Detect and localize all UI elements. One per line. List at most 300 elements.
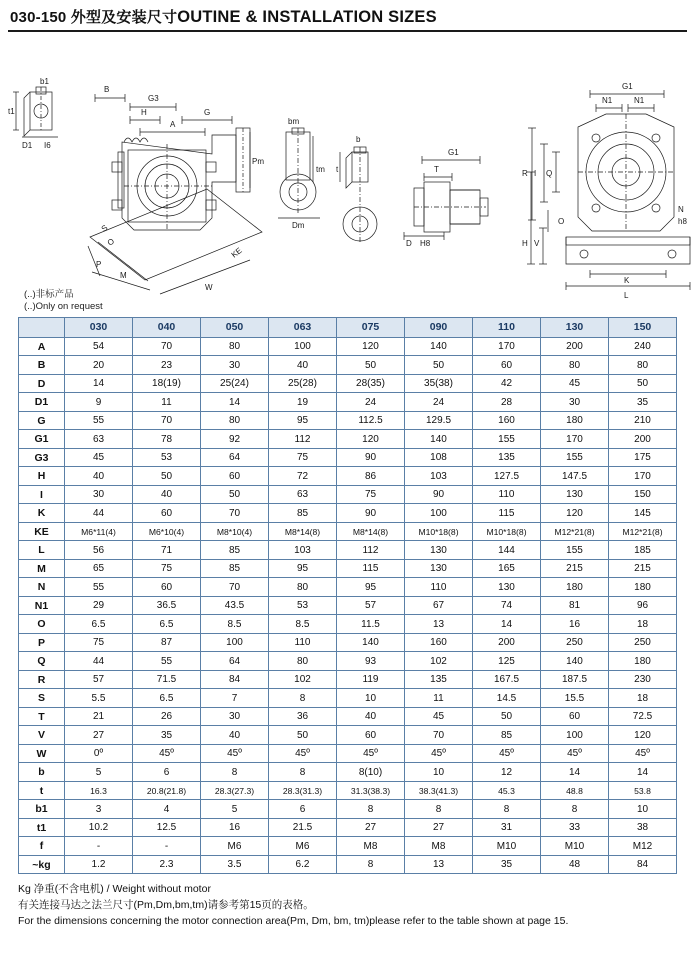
table-cell: 210 [609, 411, 677, 430]
table-cell: 11.5 [337, 615, 405, 634]
spec-table-wrap [0, 313, 695, 875]
table-cell: M8*14(8) [337, 522, 405, 541]
table-cell: 80 [269, 578, 337, 597]
table-cell: 30 [201, 356, 269, 375]
table-cell: 64 [201, 448, 269, 467]
table-cell: 60 [133, 578, 201, 597]
table-cell: 29 [65, 596, 133, 615]
table-cell: 35 [473, 855, 541, 874]
table-cell: 175 [609, 448, 677, 467]
table-cell: 100 [405, 504, 473, 523]
table-cell: 55 [65, 578, 133, 597]
table-cell: 200 [541, 337, 609, 356]
table-cell: 48.8 [541, 781, 609, 800]
table-cell: 40 [269, 356, 337, 375]
table-cell: 50 [609, 374, 677, 393]
svg-text:H: H [141, 108, 147, 117]
table-cell: 44 [65, 504, 133, 523]
table-cell: 115 [337, 559, 405, 578]
table-cell: 167.5 [473, 670, 541, 689]
table-cell: 11 [405, 689, 473, 708]
svg-text:Q: Q [546, 169, 553, 178]
table-cell: 8(10) [337, 763, 405, 782]
table-cell: 54 [65, 337, 133, 356]
table-cell: 120 [609, 726, 677, 745]
table-row [19, 430, 677, 449]
table-cell: 108 [405, 448, 473, 467]
svg-text:W: W [205, 283, 213, 292]
table-cell: 170 [541, 430, 609, 449]
table-cell: 24 [405, 393, 473, 412]
row-header: V [19, 726, 65, 745]
table-cell: 27 [65, 726, 133, 745]
column-header: 050 [201, 317, 269, 337]
table-cell: 45º [609, 744, 677, 763]
table-cell: 43.5 [201, 596, 269, 615]
table-cell: 96 [609, 596, 677, 615]
table-cell: 45º [269, 744, 337, 763]
table-cell: 2.3 [133, 855, 201, 874]
table-cell: 87 [133, 633, 201, 652]
table-row [19, 337, 677, 356]
table-cell: 95 [269, 559, 337, 578]
table-cell: 45º [405, 744, 473, 763]
table-cell: M10*18(8) [405, 522, 473, 541]
footer-weight-note: Kg 净重(不含电机) / Weight without motor [18, 883, 211, 896]
table-cell: 70 [133, 337, 201, 356]
table-cell: M12 [609, 837, 677, 856]
table-cell: 110 [405, 578, 473, 597]
svg-text:K: K [624, 276, 630, 285]
row-header: L [19, 541, 65, 560]
table-row [19, 596, 677, 615]
table-cell: 16 [541, 615, 609, 634]
table-cell: 60 [201, 467, 269, 486]
table-cell: 40 [201, 726, 269, 745]
row-header: M [19, 559, 65, 578]
table-cell: 33 [541, 818, 609, 837]
svg-text:G3: G3 [148, 94, 159, 103]
table-cell: M6*11(4) [65, 522, 133, 541]
table-cell: 12.5 [133, 818, 201, 837]
svg-text:S: S [99, 223, 110, 234]
table-cell: 155 [541, 541, 609, 560]
table-cell: 165 [473, 559, 541, 578]
table-cell: 14.5 [473, 689, 541, 708]
table-cell: 95 [269, 411, 337, 430]
table-cell: 53.8 [609, 781, 677, 800]
table-cell: 86 [337, 467, 405, 486]
table-row [19, 707, 677, 726]
table-cell: 250 [541, 633, 609, 652]
row-header: N1 [19, 596, 65, 615]
table-cell: 23 [133, 356, 201, 375]
svg-text:G1: G1 [448, 148, 459, 157]
table-cell: 8 [541, 800, 609, 819]
table-cell: 75 [65, 633, 133, 652]
table-cell: 180 [541, 411, 609, 430]
table-cell: 135 [405, 670, 473, 689]
table-cell: 14 [65, 374, 133, 393]
table-cell: 63 [65, 430, 133, 449]
table-row [19, 744, 677, 763]
svg-text:bm: bm [288, 117, 300, 126]
svg-text:O: O [558, 217, 565, 226]
table-cell: 100 [201, 633, 269, 652]
table-cell: 16.3 [65, 781, 133, 800]
table-cell: 112 [337, 541, 405, 560]
table-cell: 115 [473, 504, 541, 523]
table-cell: 140 [541, 652, 609, 671]
table-cell: 6.2 [269, 855, 337, 874]
table-cell: 80 [201, 337, 269, 356]
table-cell: 36 [269, 707, 337, 726]
table-cell: M10*18(8) [473, 522, 541, 541]
table-row [19, 393, 677, 412]
table-cell: 180 [609, 652, 677, 671]
table-header-row [19, 317, 677, 337]
row-header: D1 [19, 393, 65, 412]
table-cell: 150 [609, 485, 677, 504]
table-cell: 57 [65, 670, 133, 689]
table-cell: 160 [405, 633, 473, 652]
dimensions-table [18, 317, 677, 875]
table-cell: 187.5 [541, 670, 609, 689]
svg-text:t: t [336, 165, 339, 174]
table-cell: 5 [65, 763, 133, 782]
table-cell: 45 [405, 707, 473, 726]
svg-text:b1: b1 [40, 77, 49, 86]
table-cell: 48 [541, 855, 609, 874]
table-cell: 21.5 [269, 818, 337, 837]
table-row [19, 633, 677, 652]
table-cell: 180 [609, 578, 677, 597]
svg-text:M: M [120, 271, 127, 280]
table-cell: 30 [65, 485, 133, 504]
table-cell: 145 [609, 504, 677, 523]
table-cell: 1.2 [65, 855, 133, 874]
table-cell: 45º [337, 744, 405, 763]
svg-text:KE: KE [229, 245, 244, 260]
table-cell: 45 [541, 374, 609, 393]
table-cell: 100 [269, 337, 337, 356]
table-cell: 90 [405, 485, 473, 504]
svg-text:H: H [522, 239, 528, 248]
svg-text:H8: H8 [420, 239, 431, 248]
svg-text:G: G [204, 108, 211, 117]
svg-text:L: L [624, 291, 629, 300]
row-header: I [19, 485, 65, 504]
table-row [19, 837, 677, 856]
table-cell: 25(28) [269, 374, 337, 393]
table-row [19, 374, 677, 393]
table-cell: 140 [337, 633, 405, 652]
table-cell: 85 [201, 559, 269, 578]
table-cell: 30 [201, 707, 269, 726]
table-cell: 8 [337, 855, 405, 874]
table-cell: 24 [337, 393, 405, 412]
table-cell: 103 [269, 541, 337, 560]
table-cell: M8*10(4) [201, 522, 269, 541]
table-cell: 102 [405, 652, 473, 671]
table-cell: 140 [405, 430, 473, 449]
table-cell: 53 [269, 596, 337, 615]
table-row [19, 652, 677, 671]
table-cell: 180 [541, 578, 609, 597]
table-cell: 30 [541, 393, 609, 412]
table-cell: 250 [609, 633, 677, 652]
table-row [19, 467, 677, 486]
table-cell: 55 [65, 411, 133, 430]
table-cell: 56 [65, 541, 133, 560]
svg-text:Dm: Dm [292, 221, 305, 230]
table-cell: 25(24) [201, 374, 269, 393]
table-cell: 3.5 [201, 855, 269, 874]
table-cell: 8.5 [269, 615, 337, 634]
table-cell: 50 [473, 707, 541, 726]
table-cell: 13 [405, 615, 473, 634]
row-header: G [19, 411, 65, 430]
table-cell: 45.3 [473, 781, 541, 800]
table-cell: 185 [609, 541, 677, 560]
table-row [19, 726, 677, 745]
table-cell: 81 [541, 596, 609, 615]
table-cell: 28(35) [337, 374, 405, 393]
row-header: S [19, 689, 65, 708]
row-header: R [19, 670, 65, 689]
table-cell: 72.5 [609, 707, 677, 726]
table-cell: 60 [473, 356, 541, 375]
table-cell: 125 [473, 652, 541, 671]
table-row [19, 818, 677, 837]
table-cell: 85 [473, 726, 541, 745]
table-cell: 0º [65, 744, 133, 763]
table-cell: 28.3(27.3) [201, 781, 269, 800]
svg-text:B: B [104, 85, 110, 94]
table-cell: 80 [201, 411, 269, 430]
page-title-en: OUTINE & INSTALLATION SIZES [177, 8, 437, 26]
table-cell: 40 [337, 707, 405, 726]
svg-text:N1: N1 [634, 96, 645, 105]
table-cell: 130 [405, 559, 473, 578]
notes-top [0, 287, 695, 313]
row-header: D [19, 374, 65, 393]
svg-text:N1: N1 [602, 96, 613, 105]
table-cell: 80 [541, 356, 609, 375]
table-cell: 63 [269, 485, 337, 504]
svg-text:V: V [534, 239, 540, 248]
table-row [19, 541, 677, 560]
table-row [19, 411, 677, 430]
row-header: T [19, 707, 65, 726]
page-title-cn: 030-150 外型及安装尺寸 [10, 9, 178, 26]
table-cell: 9 [65, 393, 133, 412]
column-header: 040 [133, 317, 201, 337]
table-cell: 120 [337, 337, 405, 356]
footer-flange-note-en: For the dimensions concerning the motor connection area(Pm, Dm, bm, tm)please refer to the table shown at page 15. [18, 914, 569, 927]
table-cell: 110 [473, 485, 541, 504]
table-cell: 155 [473, 430, 541, 449]
table-cell: 50 [337, 356, 405, 375]
row-header: f [19, 837, 65, 856]
table-cell: 26 [133, 707, 201, 726]
table-body [19, 337, 677, 874]
row-header: ~kg [19, 855, 65, 874]
table-cell: 19 [269, 393, 337, 412]
table-cell: 5 [201, 800, 269, 819]
table-cell: 71 [133, 541, 201, 560]
table-row [19, 448, 677, 467]
table-cell: 95 [337, 578, 405, 597]
row-header: H [19, 467, 65, 486]
table-cell: M6 [269, 837, 337, 856]
table-cell: 6 [269, 800, 337, 819]
table-cell: 120 [541, 504, 609, 523]
table-cell: 8 [201, 763, 269, 782]
table-cell: 70 [201, 504, 269, 523]
table-cell: 20 [65, 356, 133, 375]
table-cell: 14 [201, 393, 269, 412]
table-cell: 74 [473, 596, 541, 615]
table-cell: M8 [405, 837, 473, 856]
table-cell: 5.5 [65, 689, 133, 708]
table-cell: M10 [541, 837, 609, 856]
table-cell: 127.5 [473, 467, 541, 486]
table-cell: 35 [609, 393, 677, 412]
table-cell: 20.8(21.8) [133, 781, 201, 800]
table-cell: 215 [609, 559, 677, 578]
table-cell: 80 [269, 652, 337, 671]
table-cell: 70 [133, 411, 201, 430]
table-cell: 64 [201, 652, 269, 671]
table-cell: 85 [269, 504, 337, 523]
row-header: b [19, 763, 65, 782]
table-row [19, 800, 677, 819]
table-cell: 42 [473, 374, 541, 393]
table-cell: 160 [473, 411, 541, 430]
row-header: t1 [19, 818, 65, 837]
row-header: N [19, 578, 65, 597]
table-cell: 11 [133, 393, 201, 412]
table-cell: 102 [269, 670, 337, 689]
svg-text:N: N [678, 205, 684, 214]
table-row [19, 485, 677, 504]
footer-notes [0, 874, 695, 929]
table-cell: 90 [337, 504, 405, 523]
row-header: G3 [19, 448, 65, 467]
row-header: KE [19, 522, 65, 541]
table-cell: 15.5 [541, 689, 609, 708]
table-cell: 65 [65, 559, 133, 578]
table-row [19, 670, 677, 689]
row-header: O [19, 615, 65, 634]
table-cell: 85 [201, 541, 269, 560]
table-cell: 53 [133, 448, 201, 467]
column-header: 090 [405, 317, 473, 337]
column-header: 110 [473, 317, 541, 337]
table-cell: 240 [609, 337, 677, 356]
table-row [19, 763, 677, 782]
table-cell: 28 [473, 393, 541, 412]
table-cell: - [133, 837, 201, 856]
table-cell: 75 [337, 485, 405, 504]
table-cell: 45 [65, 448, 133, 467]
table-cell: 140 [405, 337, 473, 356]
table-cell: 147.5 [541, 467, 609, 486]
table-cell: 44 [65, 652, 133, 671]
row-header: W [19, 744, 65, 763]
table-cell: 6.5 [133, 615, 201, 634]
svg-text:I6: I6 [44, 141, 51, 150]
table-cell: 135 [473, 448, 541, 467]
table-cell: 50 [405, 356, 473, 375]
table-cell: M8 [337, 837, 405, 856]
table-cell: 13 [405, 855, 473, 874]
table-cell: 36.5 [133, 596, 201, 615]
row-header: G1 [19, 430, 65, 449]
table-cell: 130 [541, 485, 609, 504]
column-header: 030 [65, 317, 133, 337]
table-cell: 16 [201, 818, 269, 837]
svg-text:P: P [96, 260, 102, 269]
row-header: B [19, 356, 65, 375]
table-cell: M6 [201, 837, 269, 856]
svg-text:O: O [105, 236, 117, 248]
table-cell: M12*21(8) [609, 522, 677, 541]
table-cell: 14 [609, 763, 677, 782]
table-cell: 35 [133, 726, 201, 745]
table-cell: 38 [609, 818, 677, 837]
table-cell: 119 [337, 670, 405, 689]
table-cell: 10 [609, 800, 677, 819]
table-cell: 3 [65, 800, 133, 819]
table-cell: 60 [337, 726, 405, 745]
table-cell: 50 [201, 485, 269, 504]
table-cell: 71.5 [133, 670, 201, 689]
table-cell: 8 [337, 800, 405, 819]
row-header: K [19, 504, 65, 523]
table-cell: 45º [133, 744, 201, 763]
row-header: P [19, 633, 65, 652]
table-cell: 31.3(38.3) [337, 781, 405, 800]
table-cell: 8 [473, 800, 541, 819]
table-cell: M8*14(8) [269, 522, 337, 541]
table-cell: 155 [541, 448, 609, 467]
table-cell: 40 [65, 467, 133, 486]
table-cell: 200 [473, 633, 541, 652]
table-cell: 78 [133, 430, 201, 449]
table-cell: 45º [541, 744, 609, 763]
table-cell: 130 [473, 578, 541, 597]
table-cell: 27 [337, 818, 405, 837]
table-cell: 18 [609, 615, 677, 634]
column-header: 150 [609, 317, 677, 337]
row-header: Q [19, 652, 65, 671]
table-cell: 144 [473, 541, 541, 560]
table-cell: M6*10(4) [133, 522, 201, 541]
table-cell: 4 [133, 800, 201, 819]
table-cell: 8 [269, 763, 337, 782]
table-cell: 6.5 [65, 615, 133, 634]
table-cell: 215 [541, 559, 609, 578]
table-cell: 6.5 [133, 689, 201, 708]
table-cell: 130 [405, 541, 473, 560]
table-cell: 103 [405, 467, 473, 486]
table-cell: 45º [473, 744, 541, 763]
table-cell: 93 [337, 652, 405, 671]
table-cell: - [65, 837, 133, 856]
svg-text:Pm: Pm [252, 157, 264, 166]
